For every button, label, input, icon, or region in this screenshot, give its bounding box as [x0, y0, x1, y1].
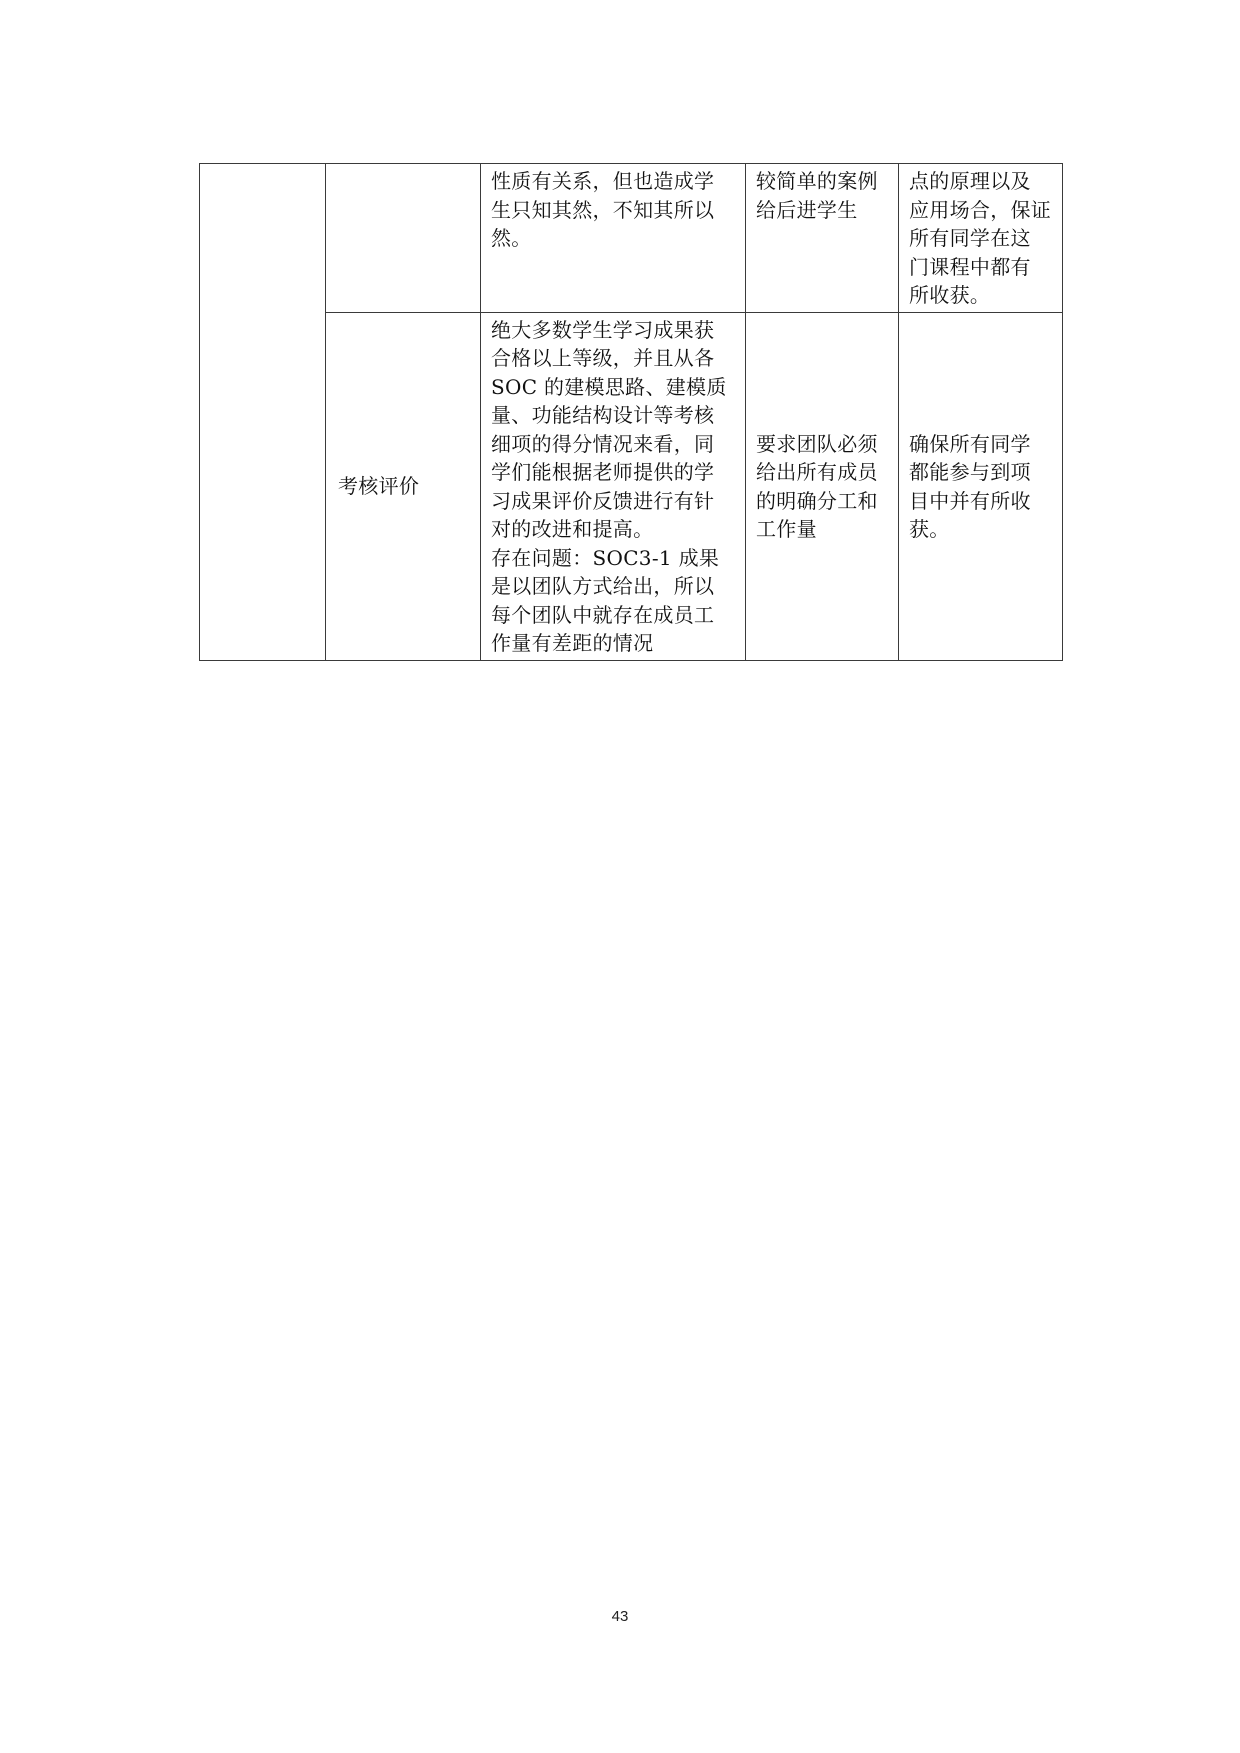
table-cell-item	[326, 312, 481, 660]
table-cell-merged-category	[200, 164, 326, 661]
table-row	[200, 312, 1063, 660]
table-cell-goal	[899, 312, 1063, 660]
table-cell-goal	[899, 164, 1063, 313]
table-cell-measure	[746, 312, 899, 660]
table-cell-analysis	[481, 312, 746, 660]
evaluation-table	[199, 163, 1063, 661]
cell-text: 要求团队必须 给出所有成员 的明确分工和 工作量	[756, 431, 878, 541]
page-number: 43	[611, 1608, 629, 1625]
table-cell-analysis	[481, 164, 746, 313]
cell-text: 点的原理以及 应用场合，保证 所有同学在这 门课程中都有 所收获。	[909, 169, 1052, 307]
cell-text: 考核评价	[338, 474, 420, 499]
table-cell-measure	[746, 164, 899, 313]
cell-text: 确保所有同学 都能参与到项 目中并有所收 获。	[909, 431, 1031, 541]
table-cell-item	[326, 164, 481, 313]
table-row	[200, 164, 1063, 313]
cell-text: 较简单的案例 给后进学生	[756, 169, 878, 222]
cell-text: 性质有关系，但也造成学 生只知其然，不知其所以 然。	[491, 169, 715, 250]
cell-text: 绝大多数学生学习成果获 合格以上等级，并且从各 SOC 的建模思路、建模质 量、功能结构设计等考核 细项的得分情况来看，同 学们能根据老师提供的学 习成果评价反馈进行有针 对的改进和提高。 存在问题：SOC3-1 成果 是以团队方式给出，所以 每个团队中就存在成员工 作量有差距的情况	[491, 317, 727, 655]
